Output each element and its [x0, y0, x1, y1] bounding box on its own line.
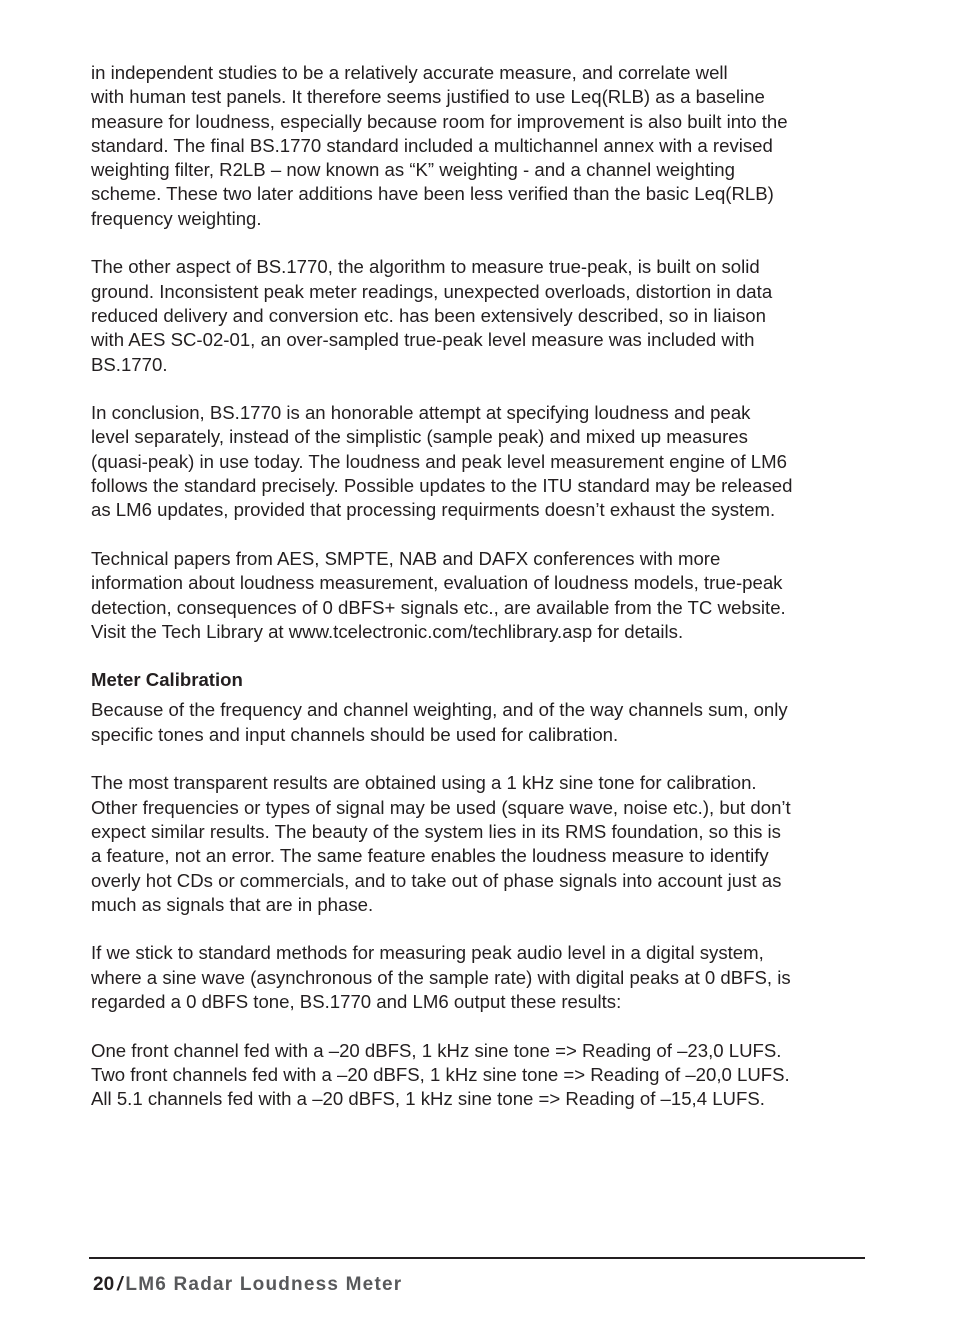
- text-line: Other frequencies or types of signal may be used (square wave, noise etc.), but don’t: [91, 796, 791, 818]
- reading-one-front-channel: One front channel fed with a –20 dBFS, 1 kHz sine tone => Reading of –23,0 LUFS.: [91, 1039, 782, 1061]
- text-line: scheme. These two later additions have been less verified than the basic Leq(RLB): [91, 183, 774, 205]
- footer-separator: /: [117, 1274, 123, 1295]
- paragraph-sine-tone: [91, 771, 881, 917]
- text-line: follows the standard precisely. Possible updates to the ITU standard may be released: [91, 475, 793, 497]
- text-line: with human test panels. It therefore seems justified to use Leq(RLB) as a baseline: [91, 86, 765, 108]
- text-line: with AES SC-02-01, an over-sampled true-peak level measure was included with: [91, 329, 755, 351]
- paragraph-conclusion: [91, 401, 881, 522]
- footer-document-title: LM6 Radar Loudness Meter: [125, 1274, 403, 1295]
- text-line: (quasi-peak) in use today. The loudness and peak level measurement engine of LM6: [91, 450, 787, 472]
- text-line: Visit the Tech Library at www.tcelectronic.com/techlibrary.asp for details.: [91, 620, 684, 642]
- section-heading-meter-calibration: Meter Calibration: [91, 669, 243, 691]
- paragraph-calibration-intro: [91, 698, 881, 747]
- text-line: expect similar results. The beauty of the system lies in its RMS foundation, so this is: [91, 820, 781, 842]
- page-content: [91, 61, 881, 1136]
- paragraph-technical-papers: [91, 547, 881, 644]
- reading-all-channels: All 5.1 channels fed with a –20 dBFS, 1 kHz sine tone => Reading of –15,4 LUFS.: [91, 1088, 765, 1110]
- text-line: BS.1770.: [91, 353, 168, 375]
- text-line: The other aspect of BS.1770, the algorithm to measure true-peak, is built on solid: [91, 256, 760, 278]
- text-line: measure for loudness, especially because room for improvement is also built into the: [91, 110, 788, 132]
- paragraph-bs1770-baseline: [91, 61, 881, 231]
- page-number: 20: [93, 1274, 115, 1295]
- text-line: much as signals that are in phase.: [91, 893, 374, 915]
- text-line: detection, consequences of 0 dBFS+ signals etc., are available from the TC website.: [91, 596, 786, 618]
- text-line: weighting filter, R2LB – now known as “K” weighting - and a channel weighting: [91, 159, 735, 181]
- text-line: In conclusion, BS.1770 is an honorable attempt at specifying loudness and peak: [91, 402, 751, 424]
- text-line: where a sine wave (asynchronous of the sample rate) with digital peaks at 0 dBFS, is: [91, 966, 791, 988]
- text-line: standard. The final BS.1770 standard included a multichannel annex with a revised: [91, 134, 773, 156]
- reading-two-front-channels: Two front channels fed with a –20 dBFS, 1 kHz sine tone => Reading of –20,0 LUFS.: [91, 1063, 790, 1085]
- text-line: If we stick to standard methods for measuring peak audio level in a digital system,: [91, 942, 764, 964]
- text-line: frequency weighting.: [91, 207, 262, 229]
- text-line: Because of the frequency and channel weighting, and of the way channels sum, only: [91, 699, 788, 721]
- paragraph-standard-methods: [91, 941, 881, 1014]
- text-line: The most transparent results are obtained using a 1 kHz sine tone for calibration.: [91, 772, 757, 794]
- footer-divider: [89, 1257, 865, 1259]
- text-line: ground. Inconsistent peak meter readings, unexpected overloads, distortion in data: [91, 280, 773, 302]
- text-line: level separately, instead of the simplistic (sample peak) and mixed up measures: [91, 426, 748, 448]
- page-footer: [93, 1272, 402, 1298]
- text-line: in independent studies to be a relatively accurate measure, and correlate well: [91, 62, 728, 83]
- text-line: overly hot CDs or commercials, and to take out of phase signals into account just as: [91, 869, 782, 891]
- text-line: a feature, not an error. The same feature enables the loudness measure to identify: [91, 845, 769, 867]
- text-line: Technical papers from AES, SMPTE, NAB and DAFX conferences with more: [91, 547, 721, 569]
- text-line: specific tones and input channels should be used for calibration.: [91, 723, 619, 745]
- text-line: regarded a 0 dBFS tone, BS.1770 and LM6 output these results:: [91, 990, 622, 1012]
- text-line: as LM6 updates, provided that processing requirments doesn’t exhaust the system.: [91, 499, 776, 521]
- text-line: information about loudness measurement, evaluation of loudness models, true-peak: [91, 572, 783, 594]
- paragraph-true-peak: [91, 255, 881, 376]
- text-line: reduced delivery and conversion etc. has been extensively described, so in liaison: [91, 304, 766, 326]
- paragraph-readings: [91, 1039, 881, 1112]
